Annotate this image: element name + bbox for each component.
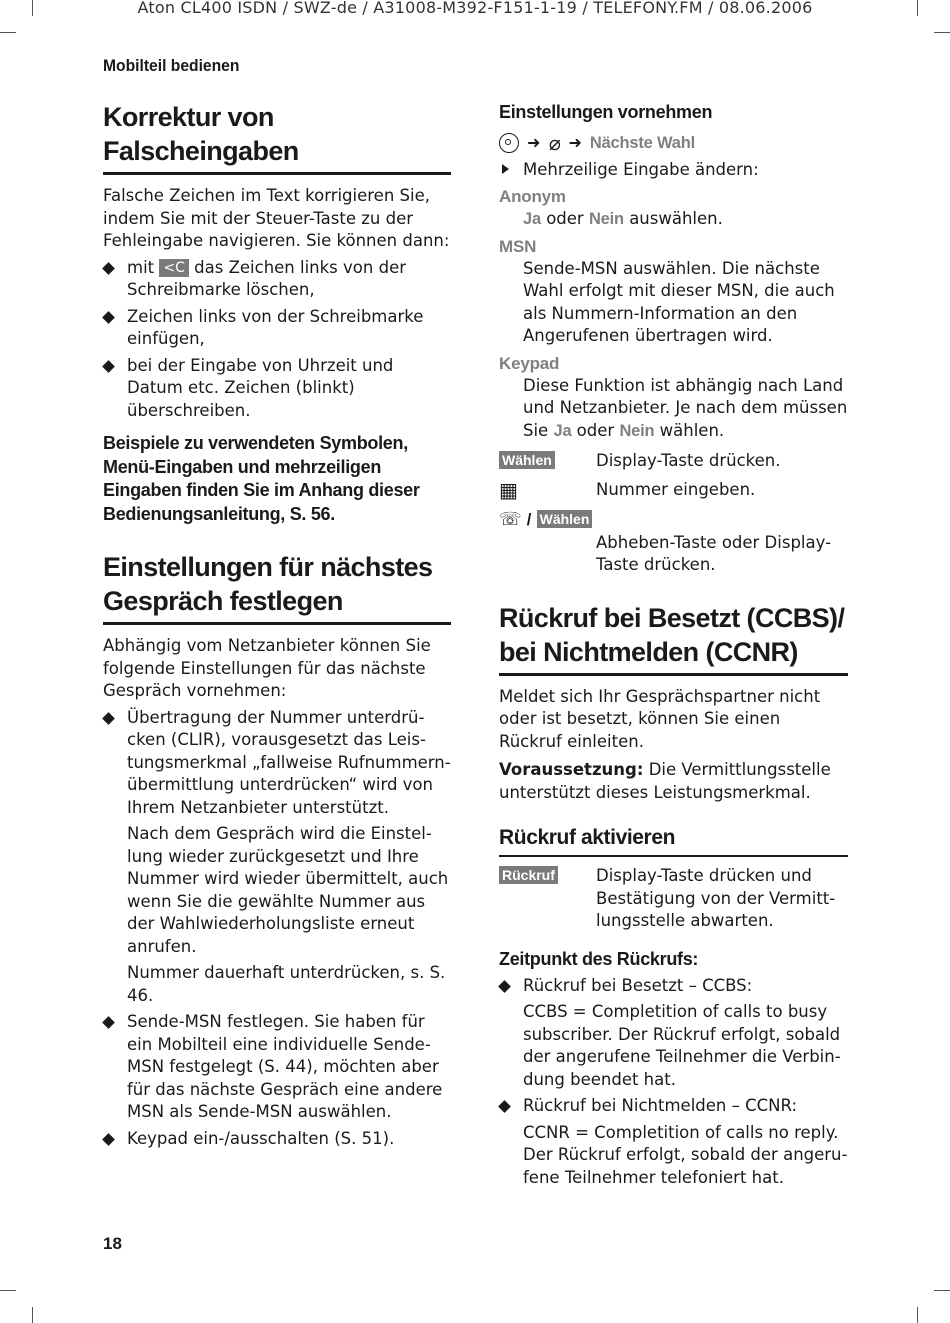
requirement-label: Voraussetzung: xyxy=(499,760,644,779)
option-value: Ja xyxy=(553,421,572,440)
section-title-korrektur: Korrektur von Falscheingaben xyxy=(103,100,451,175)
left-column xyxy=(103,100,451,1154)
subheading-einstellungen-vornehmen: Einstellungen vornehmen xyxy=(499,102,713,122)
key-row-waehlen xyxy=(499,450,848,473)
bullet-text: Zeichen links von der Schreibmarke einfügen, xyxy=(127,306,424,348)
menu-item-naechste-wahl: Nächste Wahl xyxy=(589,134,696,152)
step-text: Mehrzeilige Eingabe ändern: xyxy=(523,159,759,179)
title-line: bei Nichtmelden (CCNR) xyxy=(499,636,798,667)
display-key-rueckruf: Rückruf xyxy=(499,866,558,884)
list-item xyxy=(103,707,451,1008)
bullet-text: Sende-MSN festlegen. Sie haben für ein Mobilteil eine individuelle Sende-MSN festgelegt (S. 44), möchten aber für das nächste Gespräch eine andere MSN als Sende-MSN auswählen. xyxy=(127,1012,443,1121)
einstellungen-intro: Abhängig vom Netzanbieter können Sie folgende Einstellungen für das nächste Gespräch vornehmen: xyxy=(103,636,431,700)
bullet-subtext: CCBS = Completition of calls to busy subscriber. Der Rückruf erfolgt, sobald der angerufene Teilnehmer die Verbindung beendet hat. xyxy=(523,1002,841,1089)
key-row-rueckruf xyxy=(499,865,848,933)
bullet-diamond-icon xyxy=(102,360,115,373)
bullet-diamond-icon xyxy=(102,1133,115,1146)
right-column xyxy=(499,100,848,1193)
list-item xyxy=(103,1128,451,1151)
bullet-text: Rückruf bei Nichtmelden – CCNR: xyxy=(523,1096,798,1115)
keypad-icon: ▦ xyxy=(499,477,518,502)
control-key-icon xyxy=(499,133,519,153)
option-value: Ja xyxy=(523,210,541,228)
option-joiner: oder xyxy=(576,420,615,440)
section-title-einstellungen xyxy=(103,550,451,625)
page-number: 18 xyxy=(103,1234,122,1253)
symbols-note: Beispiele zu verwendeten Symbolen, Menü-Eingaben und mehrzeiligen Eingaben finden Sie im Anhang dieser Bedienungsanleitung, S. 56. xyxy=(103,433,420,524)
bullet-subtext: Nummer dauerhaft unterdrücken, s. S. 46. xyxy=(127,963,446,1005)
bullet-text: Keypad ein-/ausschalten (S. 51). xyxy=(127,1128,395,1148)
separator: / xyxy=(526,511,532,529)
bullet-text: Rückruf bei Besetzt – CCBS: xyxy=(523,975,753,995)
bullet-diamond-icon xyxy=(102,262,115,275)
einstellungen-list xyxy=(103,707,451,1151)
bullet-text: mit xyxy=(127,257,155,277)
step-line xyxy=(499,159,848,182)
clear-key-icon: <C xyxy=(159,259,189,277)
option-value: Nein xyxy=(588,210,624,228)
bullet-text: das Zeichen links von der Schreibmarke löschen, xyxy=(127,257,406,299)
display-key-waehlen: Wählen xyxy=(499,451,555,469)
korrektur-intro: Falsche Zeichen im Text korrigieren Sie, indem Sie mit der Steuer-Taste zu der Fehleingabe navigieren. Sie können dann: xyxy=(103,186,450,250)
option-text-keypad xyxy=(499,375,848,443)
zeitpunkt-list xyxy=(499,975,848,1190)
option-text-anonym xyxy=(499,208,848,231)
subsection-title-rueckruf-aktivieren: Rückruf aktivieren xyxy=(499,824,848,857)
list-item xyxy=(103,1011,451,1124)
title-line: Rückruf bei Besetzt (CCBS)/ xyxy=(499,602,845,633)
document-meta-line: Aton CL400 ISDN / SWZ-de / A31008-M392-F151-1-19 / TELEFONY.FM / 08.06.2006 xyxy=(137,0,813,17)
bullet-subtext: CCNR = Completition of calls no reply. Der Rückruf erfolgt, sobald der angerufene Teilnehmer telefoniert hat. xyxy=(523,1122,848,1187)
display-key-waehlen: Wählen xyxy=(537,510,593,528)
bullet-diamond-icon xyxy=(498,1100,511,1113)
arrow-right-icon: ➜ xyxy=(568,133,582,152)
list-item xyxy=(499,975,848,1092)
list-item xyxy=(103,355,451,423)
bullet-diamond-icon xyxy=(102,311,115,324)
bullet-text: bei der Eingabe von Uhrzeit und Datum etc. Zeichen (blinkt) überschreiben. xyxy=(127,355,394,420)
option-label-msn: MSN xyxy=(499,236,537,256)
running-head: Mobilteil bedienen xyxy=(103,56,240,75)
bullet-subtext: Nach dem Gespräch wird die Einstellung wieder zurückgesetzt und Ihre Nummer wird wieder übermittelt, auch wenn Sie die gewählte Nummer aus der Wahlwiederholungsliste erneut anrufen. xyxy=(127,824,449,956)
list-item xyxy=(103,257,451,302)
subheading-zeitpunkt: Zeitpunkt des Rückrufs: xyxy=(499,948,699,969)
title-line: Einstellungen für nächstes xyxy=(103,552,433,582)
crop-mark xyxy=(934,1290,950,1291)
menu-path xyxy=(499,132,848,155)
bullet-diamond-icon xyxy=(102,712,115,725)
option-value: Nein xyxy=(619,421,655,440)
section-title-rueckruf xyxy=(499,601,848,676)
key-description: Abheben-Taste oder Display-Taste drücken. xyxy=(596,532,832,574)
option-joiner: wählen. xyxy=(659,420,725,440)
key-row-number xyxy=(499,479,848,504)
rueckruf-intro: Meldet sich Ihr Gesprächspartner nicht oder ist besetzt, können Sie einen Rückruf einleiten. xyxy=(499,686,821,751)
option-joiner: auswählen. xyxy=(629,209,723,228)
requirement xyxy=(499,759,848,804)
list-item xyxy=(103,306,451,351)
key-description: Display-Taste drücken und Bestätigung von der Vermittlungsstelle abwarten. xyxy=(596,866,836,930)
bullet-diamond-icon xyxy=(498,980,511,993)
arrow-right-icon: ➜ xyxy=(527,133,541,152)
talk-key-icon: ☏ xyxy=(499,509,522,530)
requirement-text: Die Vermittlungsstelle unterstützt dieses Leistungsmerkmal. xyxy=(499,760,831,802)
crop-mark xyxy=(0,32,16,33)
list-item xyxy=(499,1095,848,1189)
option-text-msn: Sende-MSN auswählen. Die nächste Wahl erfolgt mit dieser MSN, die auch als Nummern-Information an den Angerufenen übertragen wird. xyxy=(523,258,835,345)
option-joiner: Diese Funktion ist abhängig nach Land und Netzanbieter. Je nach dem müssen Sie xyxy=(523,375,848,440)
option-label-keypad: Keypad xyxy=(499,353,560,373)
crop-mark xyxy=(0,1290,16,1291)
option-label-anonym: Anonym xyxy=(499,187,566,206)
crop-mark xyxy=(934,32,950,33)
key-description: Nummer eingeben. xyxy=(596,479,756,499)
key-description: Display-Taste drücken. xyxy=(596,451,781,470)
menu-call-icon: ⌀ xyxy=(548,131,561,156)
key-row-abheben xyxy=(499,509,848,532)
bullet-diamond-icon xyxy=(102,1016,115,1029)
title-line: Gespräch festlegen xyxy=(103,586,343,616)
crop-mark xyxy=(917,1307,918,1323)
step-triangle-icon xyxy=(502,164,509,174)
option-joiner: oder xyxy=(546,209,584,228)
bullet-text: Übertragung der Nummer unterdrücken (CLIR), vorausgesetzt das Leistungsmerkmal „fallweise Rufnummernübermittlung unterdrücken“ wird von Ihrem Netzanbieter unterstützt. xyxy=(127,707,451,817)
crop-mark xyxy=(32,1307,33,1323)
korrektur-list xyxy=(103,257,451,423)
